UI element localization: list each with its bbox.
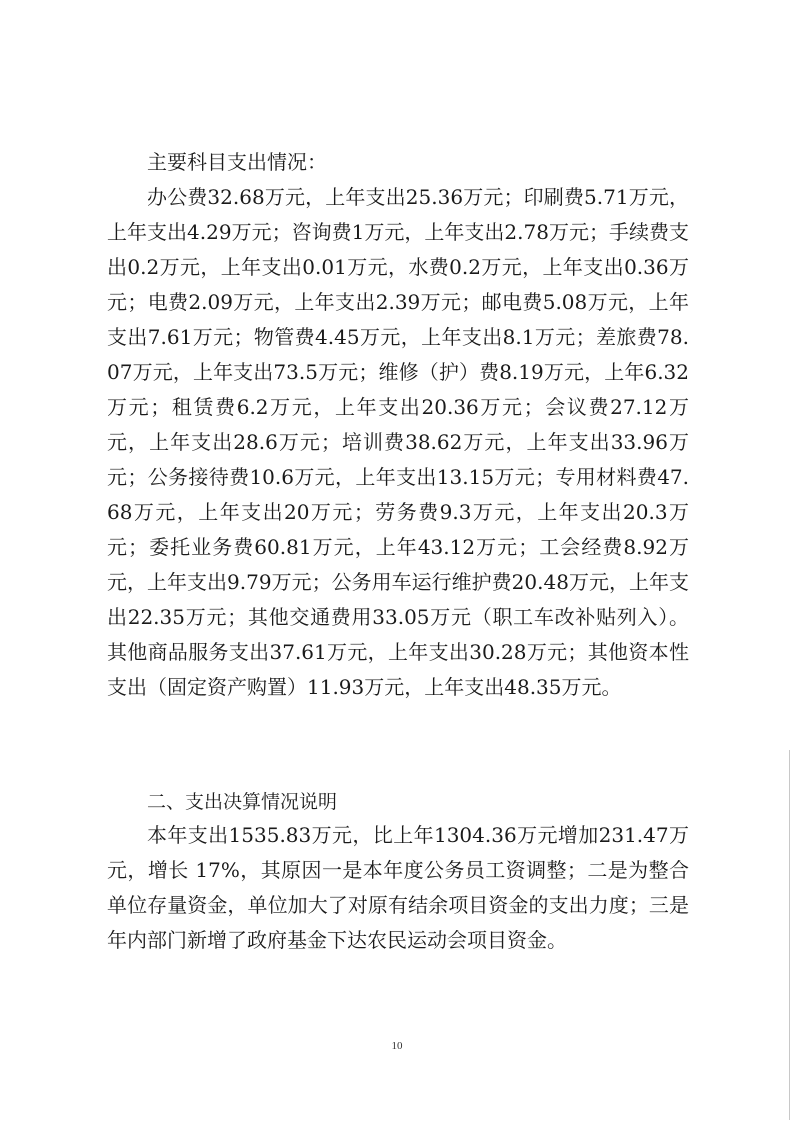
- scan-edge-line: [789, 750, 790, 1120]
- paragraph-expenditure-summary: 本年支出1535.83万元，比上年1304.36万元增加231.47万元，增长 17%，其原因一是本年度公务员工资调整；二是为整合单位存量资金，单位加大了对原有结余项目资金的支出力度；三是年内部门新增了政府基金下达农民运动会项目资金。: [107, 823, 689, 952]
- page-number: 10: [391, 1040, 403, 1052]
- subheading-main-expense-items: 主要科目支出情况：: [147, 150, 327, 174]
- paragraph-expense-details: 办公费32.68万元，上年支出25.36万元；印刷费5.71万元，上年支出4.29万元；咨询费1万元，上年支出2.78万元；手续费支出0.2万元，上年支出0.01万元，水费0.2万元，上年支出0.36万元；电费2.09万元，上年支出2.39万元；邮电费5.08万元，上年支出7.61万元；物管费4.45万元，上年支出8.1万元；差旅费78.07万元，上年支出73.5万元；维修（护）费8.19万元，上年6.32万元；租赁费6.2万元，上年支出20.36万元；会议费27.12万元，上年支出28.6万元；培训费38.62万元，上年支出33.96万元；公务接待费10.6万元，上年支出13.15万元；专用材料费47.68万元，上年支出20万元；劳务费9.3万元，上年支出20.3万元；委托业务费60.81万元，上年43.12万元；工会经费8.92万元，上年支出9.79万元；公务用车运行维护费20.48万元，上年支出22.35万元；其他交通费用33.05万元（职工车改补贴列入）。其他商品服务支出37.61万元，上年支出30.28万元；其他资本性支出（固定资产购置）11.93万元，上年支出48.35万元。: [107, 185, 689, 699]
- section-heading-expenditure-explanation: 二、支出决算情况说明: [147, 791, 338, 813]
